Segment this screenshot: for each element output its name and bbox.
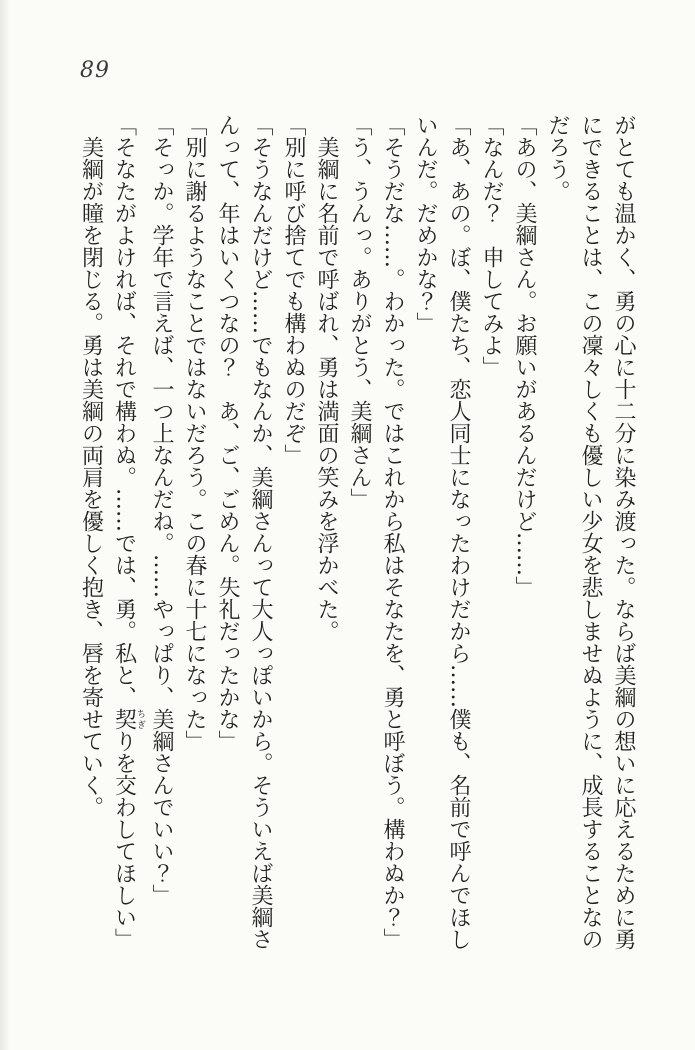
text-line-16: 「そなたがよければ、それで構わぬ。……では、勇。私と、契ちぎりを交わしてほしい」: [111, 114, 145, 950]
text-line-15: 「そっか。学年で言えば、一つ上なんだね。……やっぱり、美綱さんでいい？」: [149, 114, 174, 906]
text-line-5: 「なんだ？ 申してみよ」: [479, 114, 504, 378]
text-line-11: 「別に呼び捨てでも構わぬのだぞ」: [281, 114, 306, 466]
text-line-7: いんだ。だめかな？」: [413, 114, 438, 334]
text-line-17: 美綱が瞳を閉じる。勇は美綱の両肩を優しく抱き、唇を寄せていく。: [78, 136, 104, 818]
scan-edge-shadow: [0, 0, 10, 1050]
text-line-4: 「あの、美綱さん。お願いがあるんだけど……」: [512, 114, 537, 598]
text-line-10: 美綱に名前で呼ばれ、勇は満面の笑みを浮かべた。: [314, 136, 339, 642]
ruby-annotation: 契ちぎ: [111, 708, 145, 730]
text-block: [79, 114, 640, 956]
text-line-2: にできることは、この凜々しくも優しい少女を悲しませぬように、成長することなの: [578, 114, 603, 950]
text-line-1: がとても温かく、勇の心に十二分に染み渡った。ならば美綱の想いに応えるために勇: [611, 114, 636, 950]
text-line-14: 「別に謝るようなことではないだろう。この春に十七になった」: [182, 114, 207, 752]
text-line-6: 「あ、あの。ぼ、僕たち、恋人同士になったわけだから……僕も、名前で呼んでほし: [446, 114, 471, 950]
page-number: 89: [80, 58, 110, 83]
text-line-8: 「そうだな……。わかった。ではこれから私はそなたを、勇と呼ぼう。構わぬか？」: [380, 114, 405, 950]
text-line-3: だろう。: [545, 114, 570, 202]
text-line-13: んって、年はいくつなの？ あ、ご、ごめん。失礼だったかな」: [215, 114, 240, 752]
text-line-12: 「そうなんだけど……でもなんか、美綱さんって大人っぽいから。そういえば美綱さ: [248, 114, 273, 950]
text-line-9: 「う、うんっ。ありがとう、美綱さん」: [347, 114, 372, 510]
